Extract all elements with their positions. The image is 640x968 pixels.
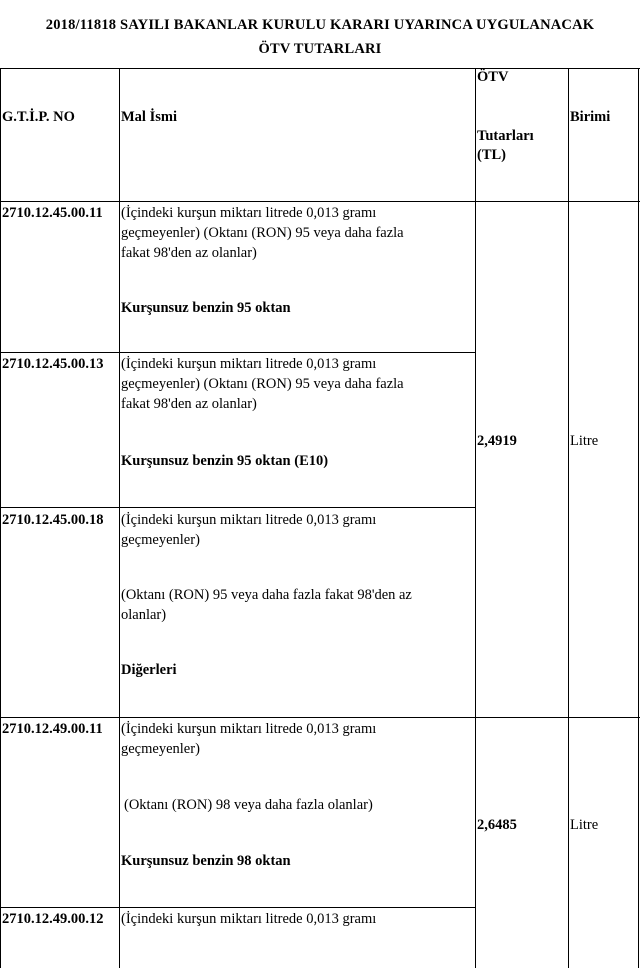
product-name: Kurşunsuz benzin 98 oktan — [121, 853, 291, 869]
description-line: (Oktanı (RON) 95 veya daha fazla fakat 98'den az — [121, 587, 412, 603]
description-line: (Oktanı (RON) 98 veya daha fazla olanlar) — [124, 797, 373, 813]
gtip-code: 2710.12.45.00.13 — [2, 356, 104, 372]
description-line: geçmeyenler) — [121, 741, 200, 757]
unit-value: Litre — [570, 433, 599, 449]
product-name: Kurşunsuz benzin 95 oktan (E10) — [121, 453, 329, 469]
header-otv-line-1: ÖTV — [477, 69, 509, 85]
description-line: (İçindeki kurşun miktarı litrede 0,013 gramı — [121, 911, 377, 927]
table-rule — [638, 68, 639, 968]
otv-amount: 2,4919 — [477, 433, 517, 449]
description-line: (İçindeki kurşun miktarı litrede 0,013 gramı — [121, 721, 377, 737]
header-otv-line-2: Tutarları — [477, 128, 534, 144]
otv-amount: 2,6485 — [477, 817, 517, 833]
product-name: Diğerleri — [121, 662, 177, 678]
header-otv-line-3: (TL) — [477, 147, 506, 163]
table-rule — [0, 68, 640, 69]
header-name: Mal İsmi — [121, 109, 177, 125]
table-rule — [0, 907, 476, 908]
description-line: olanlar) — [121, 607, 167, 623]
document-title-line-1: 2018/11818 SAYILI BAKANLAR KURULU KARARI UYARINCA UYGULANACAK — [45, 17, 595, 33]
description-line: (İçindeki kurşun miktarı litrede 0,013 gramı — [121, 356, 377, 372]
description-line: fakat 98'den az olanlar) — [121, 245, 257, 261]
table-rule — [0, 68, 1, 968]
header-unit: Birimi — [570, 109, 611, 125]
table-rule — [475, 68, 476, 968]
gtip-code: 2710.12.45.00.11 — [2, 205, 103, 221]
table-rule — [0, 717, 640, 718]
table-rule — [119, 68, 120, 968]
gtip-code: 2710.12.49.00.11 — [2, 721, 103, 737]
table-rule — [0, 201, 640, 202]
description-line: geçmeyenler) — [121, 532, 200, 548]
table-rule — [568, 68, 569, 968]
description-line: (İçindeki kurşun miktarı litrede 0,013 gramı — [121, 512, 377, 528]
document-title-line-2: ÖTV TUTARLARI — [258, 41, 382, 57]
description-line: geçmeyenler) (Oktanı (RON) 95 veya daha fazla — [121, 376, 404, 392]
header-gtip: G.T.İ.P. NO — [2, 109, 75, 125]
gtip-code: 2710.12.45.00.18 — [2, 512, 104, 528]
table-rule — [0, 352, 476, 353]
unit-value: Litre — [570, 817, 599, 833]
table-rule — [0, 507, 476, 508]
description-line: geçmeyenler) (Oktanı (RON) 95 veya daha fazla — [121, 225, 404, 241]
description-line: fakat 98'den az olanlar) — [121, 396, 257, 412]
gtip-code: 2710.12.49.00.12 — [2, 911, 104, 927]
description-line: (İçindeki kurşun miktarı litrede 0,013 gramı — [121, 205, 377, 221]
product-name: Kurşunsuz benzin 95 oktan — [121, 300, 291, 316]
